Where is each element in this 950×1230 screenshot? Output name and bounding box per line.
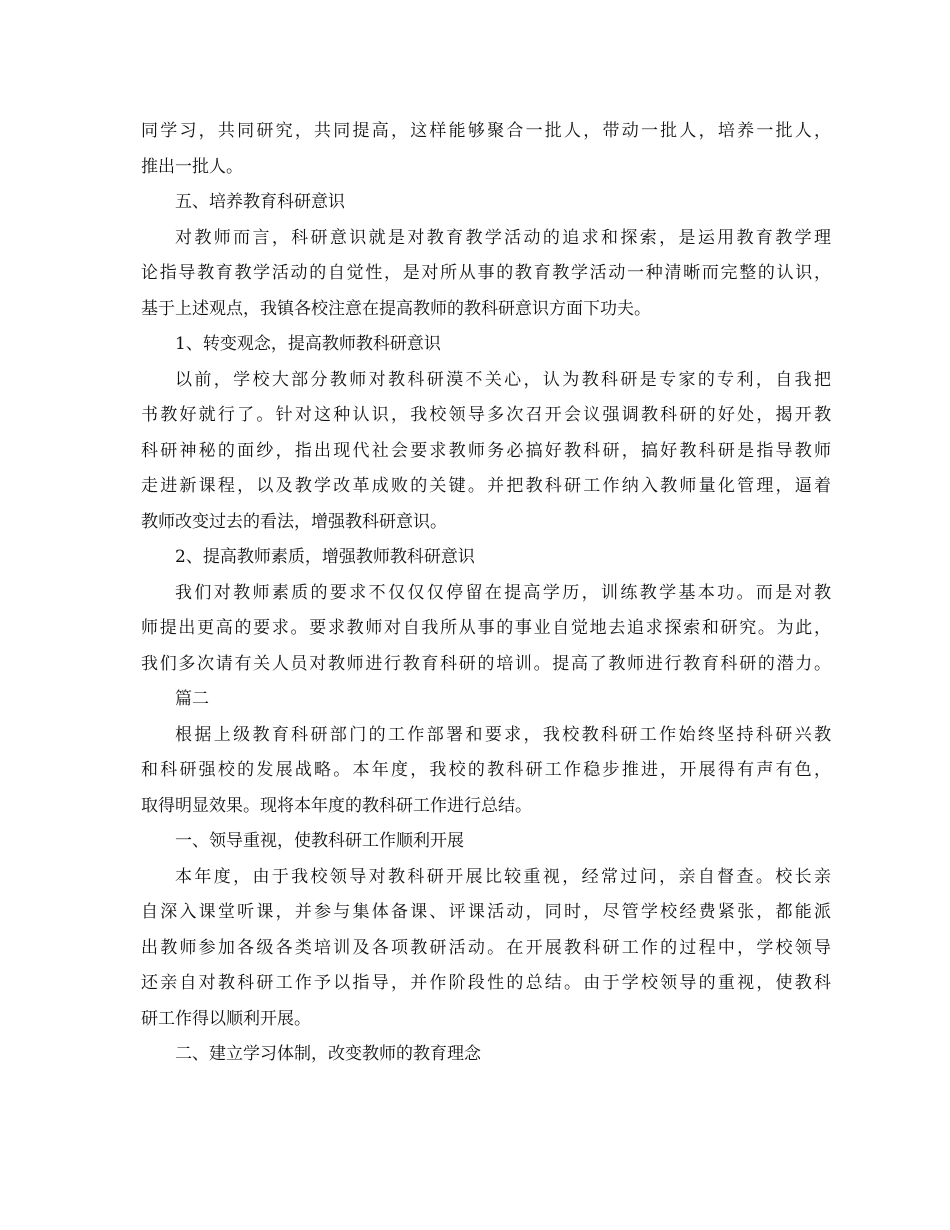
paragraph-line: 书教好就行了。针对这种认识，我校领导多次召开会议强调教科研的好处，揭开教 (141, 405, 831, 425)
paragraph-line: 基于上述观点，我镇各校注意在提高教师的教科研意识方面下功夫。 (141, 298, 651, 319)
section-heading: 二、建立学习体制，改变教师的教育理念 (175, 1044, 481, 1064)
section-heading: 1、转变观念，提高教师教科研意识 (175, 334, 441, 354)
paragraph-line: 取得明显效果。现将本年度的教科研工作进行总结。 (141, 795, 532, 816)
paragraph-line: 研工作得以顺利开展。 (141, 1008, 311, 1029)
paragraph-line: 论指导教育教学活动的自觉性，是对所从事的教育教学活动一种清晰而完整的认识， (141, 263, 831, 283)
document-body (141, 114, 831, 1073)
paragraph-line: 出教师参加各级各类培训及各项教研活动。在开展教科研工作的过程中，学校领导 (141, 937, 831, 958)
paragraph-line: 推出一批人。 (141, 156, 243, 177)
paragraph-line: 以前，学校大部分教师对教科研漠不关心，认为教科研是专家的专利，自我把 (175, 369, 831, 390)
paragraph-line: 我们对教师素质的要求不仅仅仅停留在提高学历，训练教学基本功。而是对教 (175, 582, 831, 603)
section-heading: 五、培养教育科研意识 (175, 192, 345, 212)
paragraph-line: 还亲自对教科研工作予以指导，并作阶段性的总结。由于学校领导的重视，使教科 (141, 973, 831, 993)
paragraph-line: 自深入课堂听课，并参与集体备课、评课活动，同时，尽管学校经费紧张，都能派 (141, 902, 831, 922)
section-heading: 篇二 (175, 689, 209, 709)
paragraph-line: 根据上级教育科研部门的工作部署和要求，我校教科研工作始终坚持科研兴教 (175, 724, 831, 745)
paragraph-line: 教师改变过去的看法，增强教科研意识。 (141, 511, 447, 532)
paragraph-line: 和科研强校的发展战略。本年度，我校的教科研工作稳步推进，开展得有声有色， (141, 760, 831, 780)
section-heading: 一、领导重视，使教科研工作顺利开展 (175, 831, 464, 851)
paragraph-line: 本年度，由于我校领导对教科研开展比较重视，经常过问，亲自督查。校长亲 (175, 866, 831, 887)
paragraph-line: 科研神秘的面纱，指出现代社会要求教师务必搞好教科研，搞好教科研是指导教师 (141, 440, 831, 461)
paragraph-line: 师提出更高的要求。要求教师对自我所从事的事业自觉地去追求探索和研究。为此， (141, 618, 831, 638)
section-heading: 2、提高教师素质，增强教师教科研意识 (175, 547, 475, 567)
paragraph-line: 对教师而言，科研意识就是对教育教学活动的追求和探索，是运用教育教学理 (175, 227, 831, 248)
paragraph-line: 走进新课程，以及教学改革成败的关键。并把教科研工作纳入教师量化管理，逼着 (141, 476, 831, 496)
paragraph-line: 同学习，共同研究，共同提高，这样能够聚合一批人，带动一批人，培养一批人， (141, 121, 831, 141)
paragraph-line: 我们多次请有关人员对教师进行教育科研的培训。提高了教师进行教育科研的潜力。 (141, 653, 831, 674)
